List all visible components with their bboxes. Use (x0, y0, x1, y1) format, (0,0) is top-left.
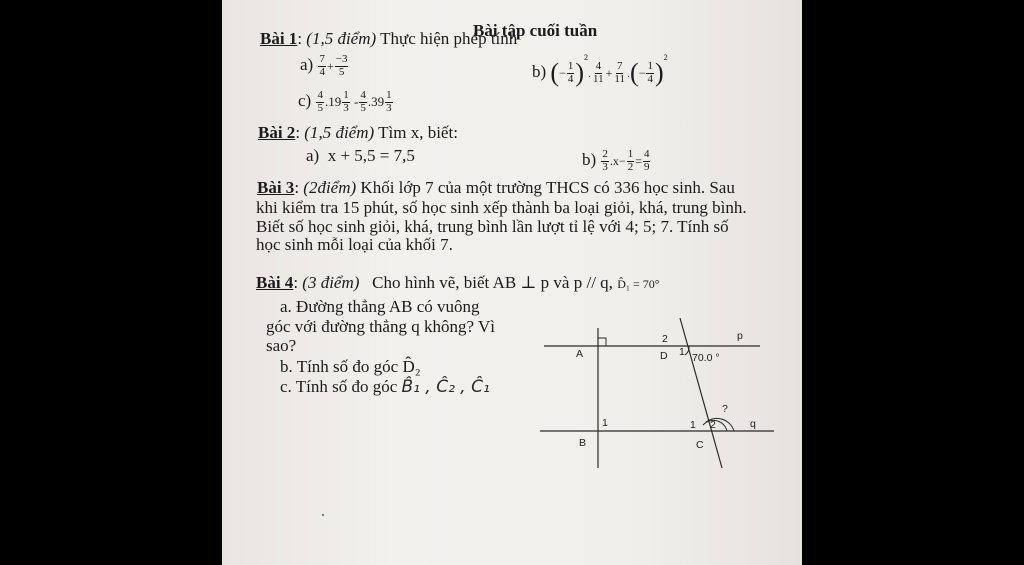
bai4-a-line-1: a. Đường thẳng AB có vuông (280, 297, 480, 316)
bai1-a-label: a) (300, 54, 314, 74)
bai2-b-label: b) (582, 149, 597, 169)
bai3-points: (2điểm) (303, 178, 357, 197)
bai3-line-2: khi kiểm tra 15 phút, số học sinh xếp thành ba loại giỏi, khá, trung bình. (256, 198, 747, 217)
label-a: A (576, 348, 584, 360)
label-d1: 1 (679, 346, 685, 358)
plus-sign: + (326, 58, 334, 73)
bai2-points: (1,5 điểm) (304, 123, 375, 142)
bai3-text-1: Khối lớp 7 của một trường THCS có 336 học sinh. Sau (360, 178, 735, 197)
bai4-text: Cho hình vẽ, biết AB ⊥ p và p // q, (372, 273, 613, 292)
fraction: $\frac{4}{9}$ (643, 148, 650, 173)
bai4-c-text: c. Tính số đo góc (280, 377, 398, 396)
label-b1: 1 (602, 417, 608, 429)
bai1-c: c) $\frac{4}{5}$ .19 $\frac{1}{3}$ - $\frac{4}{5}$ .39 $\frac{1}{3}$ (298, 89, 392, 114)
label-d: D (660, 350, 668, 362)
fraction: $\frac{-3}{5}$ (335, 53, 348, 78)
bai4-b-line (280, 358, 421, 375)
bai3-line-4: học sinh mỗi loại của khối 7. (256, 235, 453, 254)
bai4-label: Bài 4 (256, 273, 294, 292)
fraction: $\frac{4}{5}$ (360, 89, 366, 114)
bai3-line-3: Biết số học sinh giỏi, khá, trung bình lần lượt tỉ lệ với 4; 5; 7. Tính số (256, 217, 729, 236)
bai2-text: Tìm x, biết: (378, 123, 458, 142)
fraction: $\frac{1}{4}$ (567, 59, 574, 85)
label-angle-70: 70.0 ° (692, 352, 720, 364)
bai4-c-angles-handwritten: B̂₁ , Ĉ₂ , Ĉ₁ (401, 377, 490, 397)
bai2-heading: Bài 2: (1,5 điểm) Tìm x, biết: (258, 123, 458, 142)
fraction: $\frac{1}{3}$ (343, 89, 349, 114)
bai4-points: (3 điểm) (302, 273, 360, 292)
bai2-a-expr: x + 5,5 = 7,5 (327, 146, 415, 165)
label-p: p (737, 330, 743, 342)
bai2-a-label: a) (306, 146, 320, 165)
worksheet-paper (222, 0, 802, 565)
bai1-a (300, 54, 349, 78)
fraction: $\frac{7}{11}$ (614, 59, 626, 85)
bai3-line-1: Bài 3: (2điểm) Khối lớp 7 của một trường THCS có 336 học sinh. Sau (257, 178, 735, 197)
bai1-heading: Bài 1: (1,5 điểm) Thực hiện phép tính (260, 29, 518, 48)
bai4-a-line-2: góc với đường thẳng q không? Vì (266, 317, 495, 336)
worksheet-title: Bài tập cuối tuần (473, 21, 598, 40)
fraction: $\frac{4}{5}$ (317, 89, 323, 114)
bai1-points: (1,5 điểm) (306, 29, 377, 48)
label-c1: 1 (690, 419, 696, 431)
fraction: $\frac{1}{4}$ (647, 59, 653, 85)
bai2-label: Bài 2 (258, 123, 296, 142)
bai1-text: Thực hiện phép tính (380, 29, 518, 48)
bai4-b-text: b. Tính số đo góc (280, 357, 399, 376)
bai4-a-line-3: sao? (266, 336, 297, 355)
fraction: $\frac{1}{2}$ (627, 148, 634, 173)
bai1-c-label: c) (298, 90, 312, 110)
label-b: B (579, 437, 587, 449)
right-angle-mark (598, 338, 606, 346)
geometry-figure (522, 300, 792, 480)
label-q: q (750, 418, 756, 430)
bai3-label: Bài 3 (257, 178, 295, 197)
label-c: C (696, 439, 704, 451)
fraction: $\frac{1}{3}$ (386, 89, 392, 114)
bai1-b: b) (− $\frac{1}{4}$ )$^2$. $\frac{4}{11}$ + $\frac{7}{11}$ .(− $\frac{1}{4}$ )$^2$ (532, 53, 668, 87)
bai4-c-line (280, 378, 490, 396)
bai1-label: Bài 1 (260, 29, 298, 48)
bai2-a (306, 147, 415, 164)
pen-dot (322, 514, 324, 516)
bai4-angle-condition: D̂₁ = 70° (617, 277, 660, 291)
bai4-heading: Bài 4: (3 điểm) Cho hình vẽ, biết AB ⊥ p và p // q, D̂₁ = 70° (256, 273, 660, 292)
bai4-b-angle: D̂₂ (402, 357, 421, 376)
bai1-b-label: b) (532, 61, 547, 81)
label-question: ? (722, 403, 728, 415)
fraction: $\frac{7}{4}$ (319, 53, 325, 78)
bai2-b: b) $\frac{2}{3}$ .x− $\frac{1}{2}$ = $\frac{4}{9}$ (582, 148, 650, 173)
fraction: $\frac{2}{3}$ (602, 148, 608, 173)
label-d2: 2 (662, 333, 668, 345)
fraction: $\frac{4}{11}$ (593, 59, 604, 85)
label-c2: 2 (710, 419, 716, 431)
